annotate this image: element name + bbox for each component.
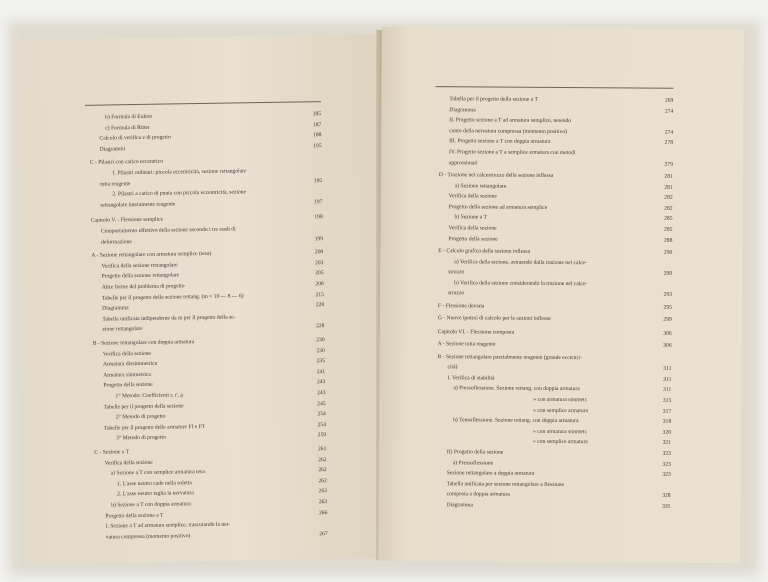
toc-entry-title: Verifica della sezione [102,350,152,358]
toc-entry [533,407,672,415]
toc-entry [446,481,671,488]
toc-entry [437,353,672,361]
toc-entry-title: Tabelle per il progetto della sezione rettang. (m = 10 — 8 — 6) [101,292,244,302]
toc-entry-title: b) Sezione a T [454,214,487,221]
toc-entry-page: 274 [664,129,674,136]
toc-entry-title: D - Trazione nel calcestruzzo della sezione inflessa [438,172,554,179]
toc-entry-page: 290 [663,270,673,277]
toc-entry [105,111,322,121]
toc-entry-title: composta a doppia armatura [446,491,510,499]
toc-entry-title: 3° Metodo di progetto [116,434,166,442]
toc-entry-page: 266 [318,509,328,516]
toc-entry-title: B - Sezione rettangolare con doppia armatura [92,339,195,347]
toc-entry-title: cità) [447,364,458,371]
toc-entry-page: 269 [664,97,674,104]
toc-entry-page: 263 [318,488,328,495]
toc-entry-page: 315 [662,397,672,404]
toc-entry-title: Progetto della sezione rettangolare [101,272,180,280]
toc-entry-page: 285 [664,216,673,223]
toc-entry-title: tutta reagente [100,180,131,188]
toc-entry [102,347,325,358]
toc-entry-title: a) Pressoflessione [452,459,494,467]
toc-entry-page: 198 [314,214,323,221]
toc-entry-page: 288 [663,237,673,244]
toc-entry [533,428,672,436]
toc-entry-page: 321 [662,440,671,447]
toc-entry-title: » con semplice armatura [533,407,589,414]
toc-entry-title: III. Progetto sezione a T con doppia armatura [449,138,551,146]
toc-entry-title: Verifica della sezione [448,193,497,200]
toc-entry [449,138,674,147]
toc-entry-title: II) Progetto della sezione [446,449,504,456]
toc-entry-page: 200 [314,249,324,256]
toc-entry [101,259,324,270]
toc-entry-title: a) Pressoflessione. Sezione rettang. con doppia armatura [453,385,580,393]
toc-entry-page: 323 [662,450,671,457]
toc-entry-title: Tabelle per il progetto delle armature Ff e F'f [103,423,205,432]
toc-entry-page: 263 [318,499,328,506]
toc-entry [454,214,673,223]
toc-entry-title: II. Progetto sezione a T ad armatura semplice, tenendo [449,117,572,125]
toc-entry-title: 2° Metodo di progetto [115,413,166,421]
toc-entry-title: B - Sezione rettangolare parzialmente reagente (grande eccentri- [437,353,582,361]
toc-entry-title: Altre forme del problema di progetto [101,283,185,291]
toc-entry [90,214,323,225]
toc-entry-page: 243 [317,390,326,397]
toc-entry-page: 320 [662,429,672,436]
toc-entry-title: Armatura dissimmetrica [102,360,158,368]
toc-entry-page: 208 [315,281,324,288]
toc-entry [438,172,673,180]
toc-entry-page: 323 [662,461,671,468]
toc-entry [448,269,673,277]
toc-entry-page: 282 [664,205,673,212]
toc-entry [116,477,327,488]
toc-entry [100,198,323,209]
toc-entry [100,177,323,188]
toc-entry-page: 197 [314,198,323,206]
toc-entry [117,488,328,498]
toc-entry [103,379,326,389]
toc-entry-page: 293 [663,292,673,299]
toc-entry [111,167,322,177]
toc-entry-title: Diagramma [446,502,473,509]
toc-entry-title: Capitolo V. - Flessione semplice [90,217,164,225]
toc-entry [447,290,673,299]
toc-entry-page: 243 [316,379,326,386]
toc-entry-title: Tabella per il progetto della sezione a T [449,96,538,103]
toc-entry-page: 317 [662,408,672,415]
toc-entry-title: Tabella unificata per sezione rettangolare a flessione [446,481,565,488]
toc-entry-title: Verifica della sezione rettangolare [101,262,178,270]
toc-entry-page: 274 [664,108,674,115]
toc-entry-page: 281 [664,184,673,191]
toc-entry [446,449,671,457]
toc-entry [103,368,326,379]
toc-entry-title: approssimati [448,159,478,167]
toc-entry [103,400,326,411]
toc-entry [102,313,324,323]
toc-entry-page: 245 [317,400,326,407]
toc-entry-title: vatura compressa (momento positivo) [105,533,191,541]
toc-entry [532,439,671,447]
toc-entry-title: Diagrammi [99,146,126,153]
toc-entry [101,270,324,280]
toc-entry-title: Armatura simmetrica [103,371,151,379]
toc-entry-title: rettangolare interamente reagente [100,201,176,209]
toc-entry [447,375,672,383]
toc-entry-title: deformazione [101,238,132,246]
toc-entry [448,225,673,233]
toc-entry-title: Diagramma [449,106,476,113]
toc-entry-title: struzzo [448,269,465,276]
toc-entry-page: 299 [663,316,672,323]
toc-entry [105,509,328,520]
toc-entry-title: struzzo [447,290,465,297]
toc-entry-page: 295 [663,304,672,311]
toc-entry-page: 230 [316,337,325,344]
toc-entry-title: Verifica della sezione [448,225,497,232]
toc-entry-title: Progetto della sezione ad armatura semplice [448,204,548,211]
toc-entry-page: 254 [317,411,326,418]
toc-entry-page: 311 [663,376,672,383]
toc-entry-page: 203 [315,259,324,267]
toc-entry-title: 2. Pilastri a carico di punta con piccola eccentricità, sezione [112,189,247,198]
left-page [18,34,388,564]
toc-entry-page: 195 [313,177,323,184]
toc-entry [105,121,322,132]
toc-entry-page: 230 [316,347,325,354]
toc-entry [438,248,673,256]
toc-entry-page: 228 [315,302,325,309]
toc-entry-title: Verifica della sezione [104,459,153,467]
toc-entry [448,204,673,212]
toc-entry-page: 185 [312,111,322,118]
toc-entry [104,456,327,467]
toc-entry-title: G - Nuove ipotesi di calcolo per le sezioni inflesse [437,315,551,323]
toc-entry [437,328,672,337]
toc-entry [102,358,326,368]
toc-entry [115,411,326,421]
toc-entry-title: b) Verifica della sezione considerando la trazione nel calce- [454,280,588,287]
toc-entry-title: Sezione rettangolare a doppia armatura [446,470,535,478]
toc-entry-title: I. Verifica di stabilità [447,375,495,382]
toc-entry [99,132,322,142]
header-rule-left [85,101,321,106]
toc-entry [452,459,671,468]
toc-entry [454,182,673,191]
toc-entry-page: 187 [312,121,322,128]
toc-entry [454,258,672,266]
toc-entry [437,315,672,323]
toc-entry [449,96,674,104]
toc-entry-page: 279 [664,161,673,168]
toc-entry-title: Progetto della sezione [103,382,153,389]
toc-entry-page: 195 [313,142,322,150]
header-rule-right [435,86,673,89]
toc-entry-title: Progetto della sezione [448,235,498,243]
toc-entry [91,249,324,259]
toc-entry-page: 335 [662,503,671,510]
toc-entry [447,364,672,372]
toc-entry [449,117,673,125]
toc-entry-page: 282 [664,194,673,201]
toc-entry [116,432,327,442]
toc-entry [101,281,324,291]
toc-entry-title: Diagramma [102,305,129,312]
toc-entry-title: 2. L'asse neutro taglia la nervatura [117,490,194,498]
toc-entry-page: 215 [315,291,324,298]
toc-entry-page: 188 [313,132,322,139]
toc-entry [448,149,673,157]
toc-entry [448,235,673,244]
toc-entry [103,421,327,432]
toc-entry-page: 278 [664,140,674,147]
toc-entry-title: b) Formula di Eulero [105,113,153,121]
toc-entry-page: 328 [662,493,671,500]
toc-entry-title: Progetto della sezione a T [105,512,164,520]
toc-entry-page: 262 [318,456,327,463]
toc-entry-title: zione rettangolare [102,326,143,333]
toc-entry-title: Capitolo VI. - Flessione composta [437,328,515,336]
toc-entry [453,417,672,425]
toc-entry-title: c) Formula di Ritter [105,124,150,132]
toc-entry-page: 261 [317,446,327,453]
toc-entry-title: 1° Metodo: Coefficienti r, r', μ [115,392,184,400]
toc-entry-page: 262 [318,477,327,485]
toc-entry-title: IV. Progetto sezione a T a semplice armatura con metodi [448,149,576,157]
toc-entry-title: Tabella unificata indipendente da m per il progetto della se- [102,314,236,323]
toc-entry [105,520,328,530]
toc-entry [449,106,674,115]
toc-entry-title: A - Sezione tutta reagente [437,341,496,348]
toc-entry-title: 1. Pilastri ordinari: piccola eccentricità, sezione rettangolare [111,168,247,177]
toc-entry [448,193,673,201]
toc-entry-page: 259 [317,432,327,439]
toc-entry [111,499,328,509]
toc-entry-title: b) Tensoflessione. Sezione rettang. con doppia armatura [453,417,579,425]
toc-entry-page: 318 [662,418,672,425]
toc-entry-page: 205 [315,270,324,277]
toc-entry-title: » con armatura simmetr. [533,428,588,435]
toc-entry-title: A - Sezione rettangolare con armatura semplice (tesa) [91,251,212,259]
toc-entry-page: 323 [662,471,671,478]
toc-entry-title: Tabelle per il progetto della sezione [103,402,184,411]
toc-entry [110,467,327,477]
toc-entry-page: 199 [314,235,324,242]
toc-entry-title: Comportamento effettivo della sezione secondo i tre stadi di [100,226,236,235]
toc-entry [94,446,327,456]
toc-entry-page: 306 [663,342,672,349]
toc-entry-title: a) Sezione a T con semplice armatura tesa [110,469,205,477]
toc-entry [446,491,671,500]
toc-entry-page: 262 [318,467,327,474]
toc-entry-page: 311 [663,387,672,394]
toc-entry [446,502,671,510]
toc-entry-page: 306 [663,330,672,337]
toc-entry-title: C - Sezione a T [94,449,130,456]
toc-entry [115,390,326,400]
toc-entry-title: Calcolo di verifica e di progetto [99,134,171,142]
toc-entry [449,128,674,136]
toc-entry-title: E - Calcolo grafico della sezione inflessa [438,248,530,255]
toc-entry [99,142,322,153]
toc-entry [92,337,325,347]
toc-entry-title: b) Sezione a T con doppia armatura [111,501,191,509]
toc-entry-title: » con semplice armatura [532,439,588,446]
toc-entry [437,341,672,349]
toc-entry [100,225,323,235]
toc-entry [102,323,325,333]
toc-entry-title: F - Flessione deviata [437,302,485,310]
toc-entry-title: a) Sezione rettangolare [454,182,507,190]
toc-entry-page: 241 [316,368,326,376]
toc-entry-page: 311 [663,365,672,372]
toc-entry [105,530,328,541]
toc-entry-page: 285 [664,226,673,233]
toc-entry [453,385,672,394]
toc-entry [89,157,322,167]
toc-entry [101,235,324,246]
toc-entry [101,291,324,302]
toc-entry-title: conto della nervatura compressa (momento positivo) [449,128,568,135]
toc-entry-page: 254 [317,421,327,429]
toc-entry-title: C - Pilastri con carico eccentrico [89,159,164,167]
toc-entry-title: » con armatura simmetr. [533,396,588,404]
right-page [378,27,744,564]
toc-entry [446,470,671,478]
toc-entry-title: I. Sezione a T ad armatura semplice, trascurando la ner- [105,521,231,530]
toc-entry [102,302,325,312]
toc-entry-page: 281 [664,173,673,180]
toc-entry-page: 290 [663,249,673,256]
toc-entry [112,188,322,198]
toc-entry [448,159,673,168]
toc-entry [533,396,672,404]
toc-entry [437,302,672,311]
toc-entry-page: 235 [316,358,326,365]
toc-entry-title: a) Verifica della sezione, astraendo dalla trazione nel calce- [454,258,587,266]
toc-entry-page: 228 [316,323,325,330]
toc-entry-title: 1. L'asse neutro cade nella soletta [116,479,192,488]
toc-entry [454,280,672,287]
toc-entry-page: 267 [319,530,328,537]
